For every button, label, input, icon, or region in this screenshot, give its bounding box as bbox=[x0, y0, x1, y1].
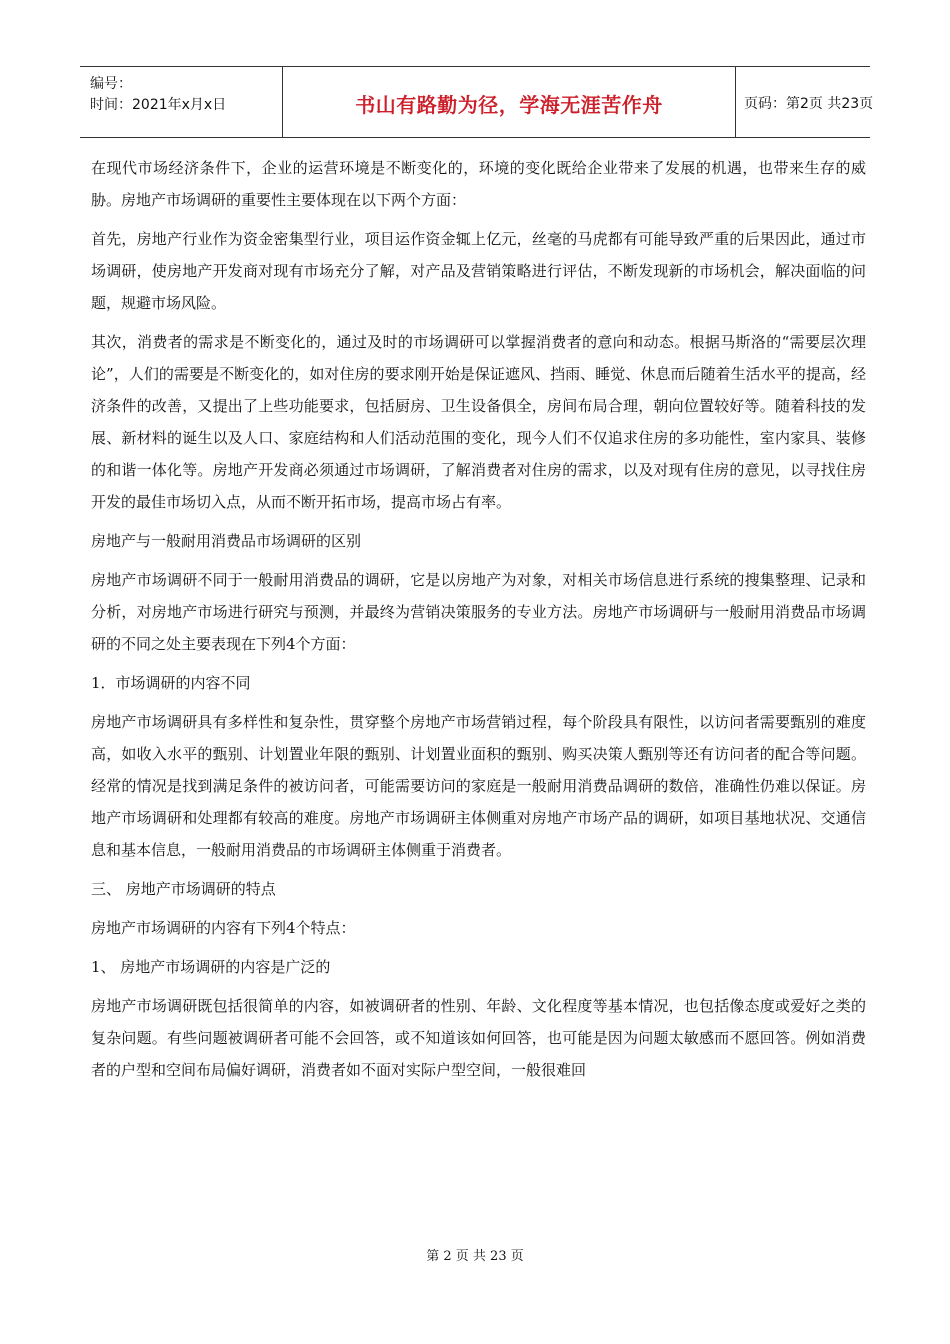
section-heading: 房地产与一般耐用消费品市场调研的区别 bbox=[91, 532, 362, 550]
header-left-cell bbox=[80, 67, 282, 137]
header-page-info: 页码：第2页 共23页 bbox=[744, 96, 874, 112]
body-paragraph: 在现代市场经济条件下，企业的运营环境是不断变化的，环境的变化既给企业带来了发展的机遇，也带来生存的威胁。房地产市场调研的重要性主要体现在以下两个方面： bbox=[91, 159, 866, 209]
header-motto-cell bbox=[282, 67, 736, 137]
document-body bbox=[91, 152, 866, 1093]
page-header bbox=[80, 66, 874, 138]
document-number-label: 编号： bbox=[90, 76, 132, 92]
page-footer: 第 2 页 共 23 页 bbox=[426, 1249, 524, 1264]
header-right-cell bbox=[734, 67, 874, 137]
document-date-label: 时间：2021年x月x日 bbox=[90, 97, 227, 113]
header-motto: 书山有路勤为径，学海无涯苦作舟 bbox=[355, 93, 663, 117]
subsection-heading: 1．市场调研的内容不同 bbox=[91, 674, 251, 692]
section-heading: 三、 房地产市场调研的特点 bbox=[91, 880, 276, 898]
body-paragraph: 房地产市场调研的内容有下列4个特点： bbox=[91, 919, 356, 937]
body-paragraph: 房地产市场调研具有多样性和复杂性，贯穿整个房地产市场营销过程，每个阶段具有限性，以访问者需要甄别的难度高，如收入水平的甄别、计划置业年限的甄别、计划置业面积的甄别、购买决策人甄别等还有访问者的配合等问题。经常的情况是找到满足条件的被访问者，可能需要访问的家庭是一般耐用消费品调研的数倍，准确性仍难以保证。房地产市场调研和处理都有较高的难度。房地产市场调研主体侧重对房地产市场产品的调研，如项目基地状况、交通信息和基本信息，一般耐用消费品的市场调研主体侧重于消费者。 bbox=[91, 713, 866, 859]
body-paragraph: 房地产市场调研既包括很简单的内容，如被调研者的性别、年龄、文化程度等基本情况，也包括像态度或爱好之类的复杂问题。有些问题被调研者可能不会回答，或不知道该如何回答，也可能是因为问题太敏感而不愿回答。例如消费者的户型和空间布局偏好调研，消费者如不面对实际户型空间，一般很难回 bbox=[91, 997, 866, 1079]
body-paragraph: 首先，房地产行业作为资金密集型行业，项目运作资金辄上亿元，丝毫的马虎都有可能导致严重的后果因此，通过市场调研，使房地产开发商对现有市场充分了解，对产品及营销策略进行评估，不断发现新的市场机会，解决面临的问题，规避市场风险。 bbox=[91, 230, 866, 312]
body-paragraph: 房地产市场调研不同于一般耐用消费品的调研，它是以房地产为对象，对相关市场信息进行系统的搜集整理、记录和分析，对房地产市场进行研究与预测，并最终为营销决策服务的专业方法。房地产市场调研与一般耐用消费品市场调研的不同之处主要表现在下列4个方面： bbox=[91, 571, 866, 653]
subsection-heading: 1、 房地产市场调研的内容是广泛的 bbox=[91, 958, 331, 976]
body-paragraph: 其次，消费者的需求是不断变化的，通过及时的市场调研可以掌握消费者的意向和动态。根据马斯洛的“需要层次理论”，人们的需要是不断变化的，如对住房的要求刚开始是保证遮风、挡雨、睡觉、休息而后随着生活水平的提高，经济条件的改善，又提出了上些功能要求，包括厨房、卫生设备俱全，房间布局合理，朝向位置较好等。随着科技的发展、新材料的诞生以及人口、家庭结构和人们活动范围的变化，现今人们不仅追求住房的多功能性，室内家具、装修的和谐一体化等。房地产开发商必须通过市场调研，了解消费者对住房的需求，以及对现有住房的意见，以寻找住房开发的最佳市场切入点，从而不断开拓市场，提高市场占有率。 bbox=[91, 333, 866, 511]
